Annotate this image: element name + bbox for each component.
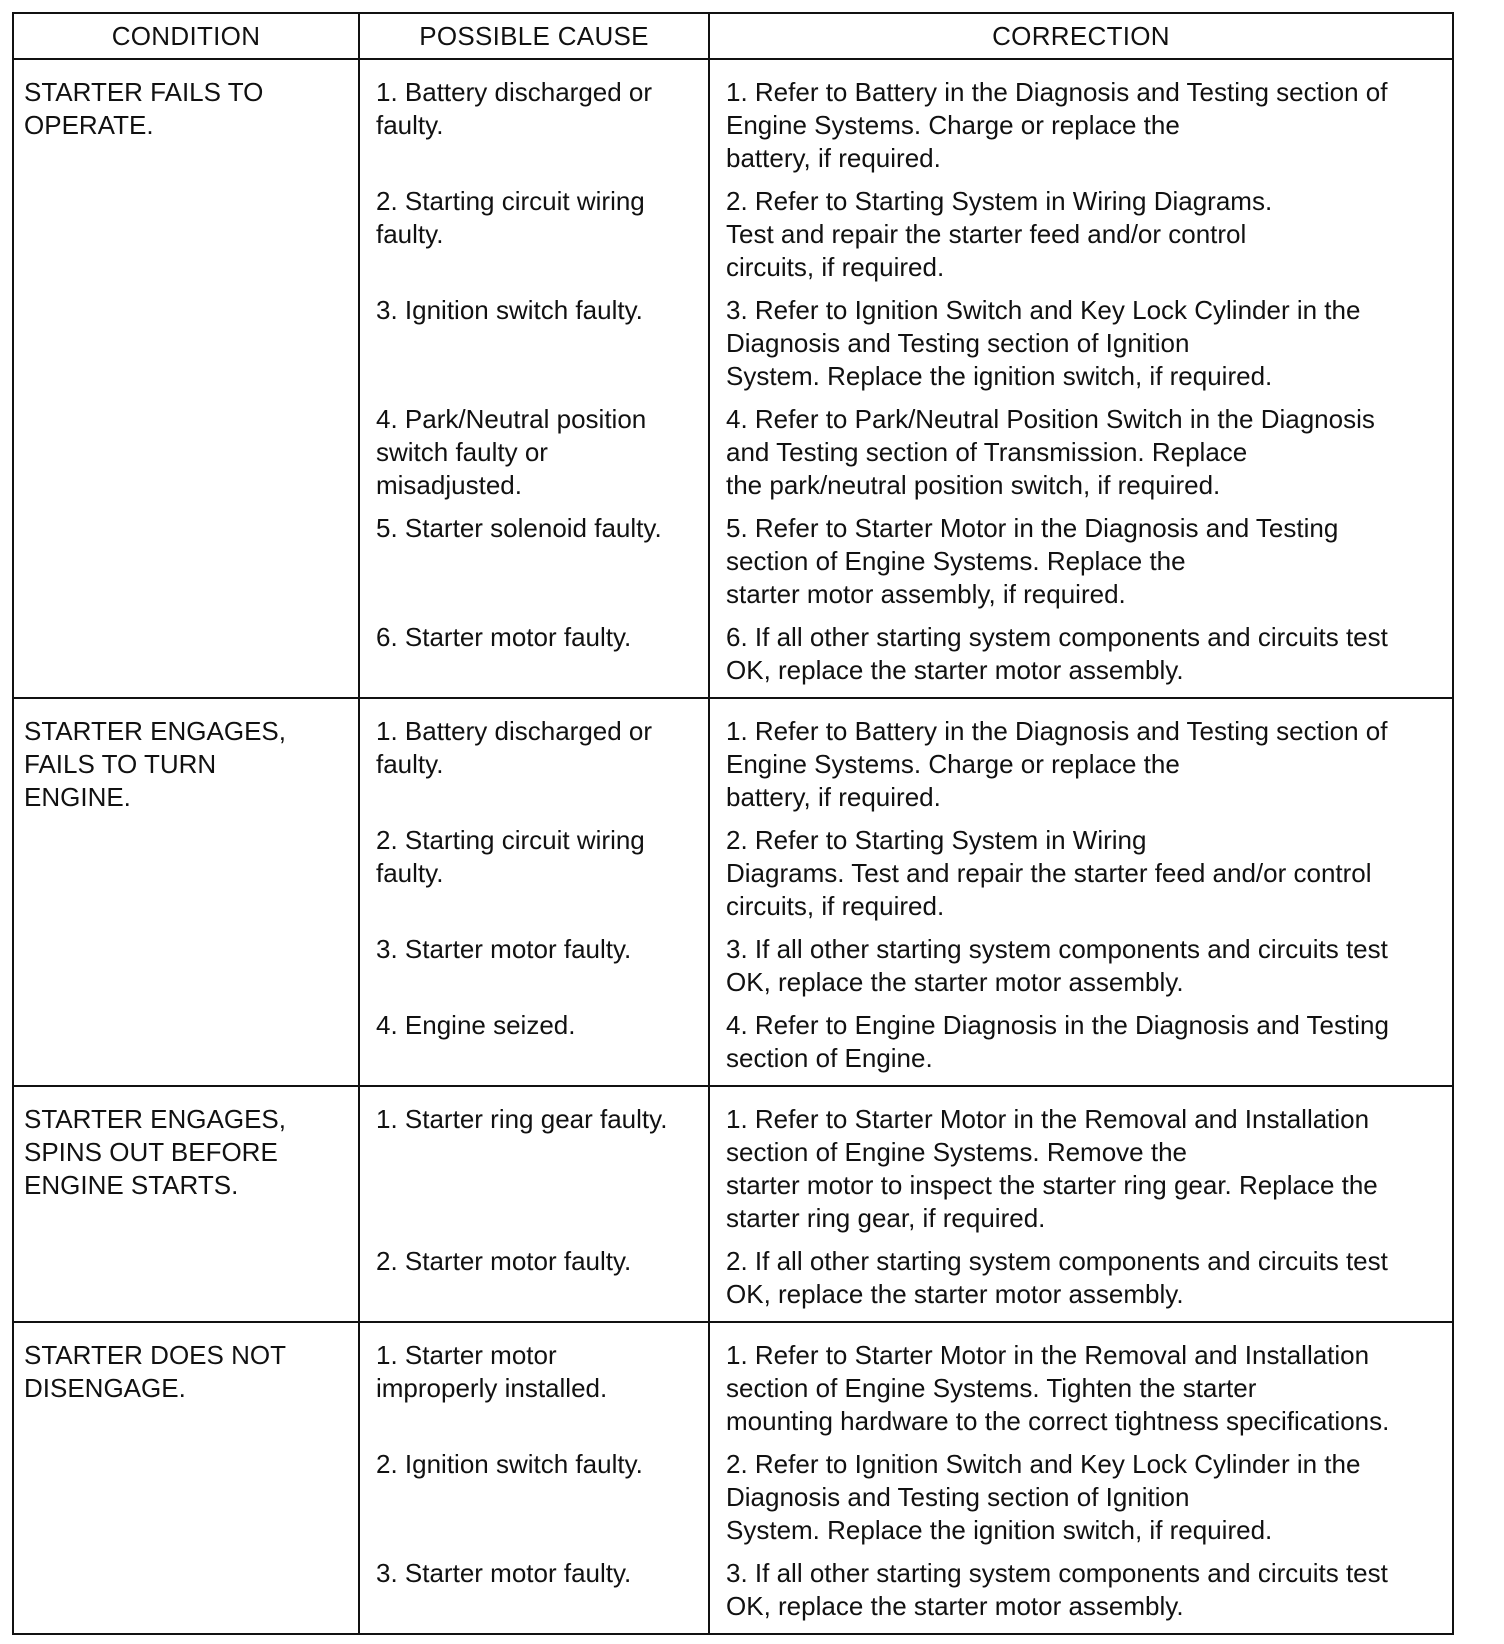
table-body [13, 59, 1453, 1634]
condition-cell: STARTER ENGAGES, SPINS OUT BEFORE ENGINE STARTS. [13, 1086, 359, 1322]
correction-cell: 5. Refer to Starter Motor in the Diagnosis and Testing section of Engine Systems. Replace the starter motor assembly, if required. [709, 508, 1453, 617]
cause-cell: 6. Starter motor faulty. [359, 617, 709, 698]
correction-cell: 4. Refer to Park/Neutral Position Switch in the Diagnosis and Testing section of Transmission. Replace the park/neutral position switch, if required. [709, 399, 1453, 508]
cause-cell: 2. Starter motor faulty. [359, 1241, 709, 1322]
diagnosis-table-page [12, 12, 1452, 1635]
header-possible-cause: POSSIBLE CAUSE [359, 13, 709, 59]
table-row [13, 698, 1453, 820]
header-row [13, 13, 1453, 59]
table-row [13, 1086, 1453, 1241]
correction-cell: 2. Refer to Ignition Switch and Key Lock Cylinder in the Diagnosis and Testing section of Ignition System. Replace the ignition switch, if required. [709, 1444, 1453, 1553]
correction-cell: 4. Refer to Engine Diagnosis in the Diagnosis and Testing section of Engine. [709, 1005, 1453, 1086]
table-row [13, 59, 1453, 181]
correction-cell: 3. If all other starting system components and circuits test OK, replace the starter motor assembly. [709, 929, 1453, 1005]
correction-cell: 1. Refer to Starter Motor in the Removal and Installation section of Engine Systems. Remove the starter motor to inspect the starter ring gear. Replace the starter ring gear, if required. [709, 1086, 1453, 1241]
cause-cell: 2. Starting circuit wiring faulty. [359, 181, 709, 290]
cause-cell: 4. Park/Neutral position switch faulty or misadjusted. [359, 399, 709, 508]
cause-cell: 3. Starter motor faulty. [359, 929, 709, 1005]
correction-cell: 1. Refer to Starter Motor in the Removal and Installation section of Engine Systems. Tighten the starter mounting hardware to the correct tightness specifications. [709, 1322, 1453, 1444]
cause-cell: 2. Ignition switch faulty. [359, 1444, 709, 1553]
cause-cell: 4. Engine seized. [359, 1005, 709, 1086]
cause-cell: 3. Starter motor faulty. [359, 1553, 709, 1634]
condition-cell: STARTER FAILS TO OPERATE. [13, 59, 359, 698]
condition-cell: STARTER DOES NOT DISENGAGE. [13, 1322, 359, 1634]
correction-cell: 3. If all other starting system components and circuits test OK, replace the starter motor assembly. [709, 1553, 1453, 1634]
cause-cell: 1. Starter ring gear faulty. [359, 1086, 709, 1241]
correction-cell: 2. Refer to Starting System in Wiring Diagrams. Test and repair the starter feed and/or control circuits, if required. [709, 181, 1453, 290]
condition-cell: STARTER ENGAGES, FAILS TO TURN ENGINE. [13, 698, 359, 1086]
table-row [13, 1322, 1453, 1444]
cause-cell: 1. Battery discharged or faulty. [359, 698, 709, 820]
cause-cell: 2. Starting circuit wiring faulty. [359, 820, 709, 929]
starter-diagnosis-table [12, 12, 1454, 1635]
cause-cell: 1. Battery discharged or faulty. [359, 59, 709, 181]
correction-cell: 2. Refer to Starting System in Wiring Diagrams. Test and repair the starter feed and/or control circuits, if required. [709, 820, 1453, 929]
correction-cell: 3. Refer to Ignition Switch and Key Lock Cylinder in the Diagnosis and Testing section of Ignition System. Replace the ignition switch, if required. [709, 290, 1453, 399]
correction-cell: 1. Refer to Battery in the Diagnosis and Testing section of Engine Systems. Charge or replace the battery, if required. [709, 698, 1453, 820]
cause-cell: 1. Starter motor improperly installed. [359, 1322, 709, 1444]
correction-cell: 1. Refer to Battery in the Diagnosis and Testing section of Engine Systems. Charge or replace the battery, if required. [709, 59, 1453, 181]
header-condition: CONDITION [13, 13, 359, 59]
cause-cell: 5. Starter solenoid faulty. [359, 508, 709, 617]
correction-cell: 2. If all other starting system components and circuits test OK, replace the starter motor assembly. [709, 1241, 1453, 1322]
correction-cell: 6. If all other starting system components and circuits test OK, replace the starter motor assembly. [709, 617, 1453, 698]
header-correction: CORRECTION [709, 13, 1453, 59]
cause-cell: 3. Ignition switch faulty. [359, 290, 709, 399]
